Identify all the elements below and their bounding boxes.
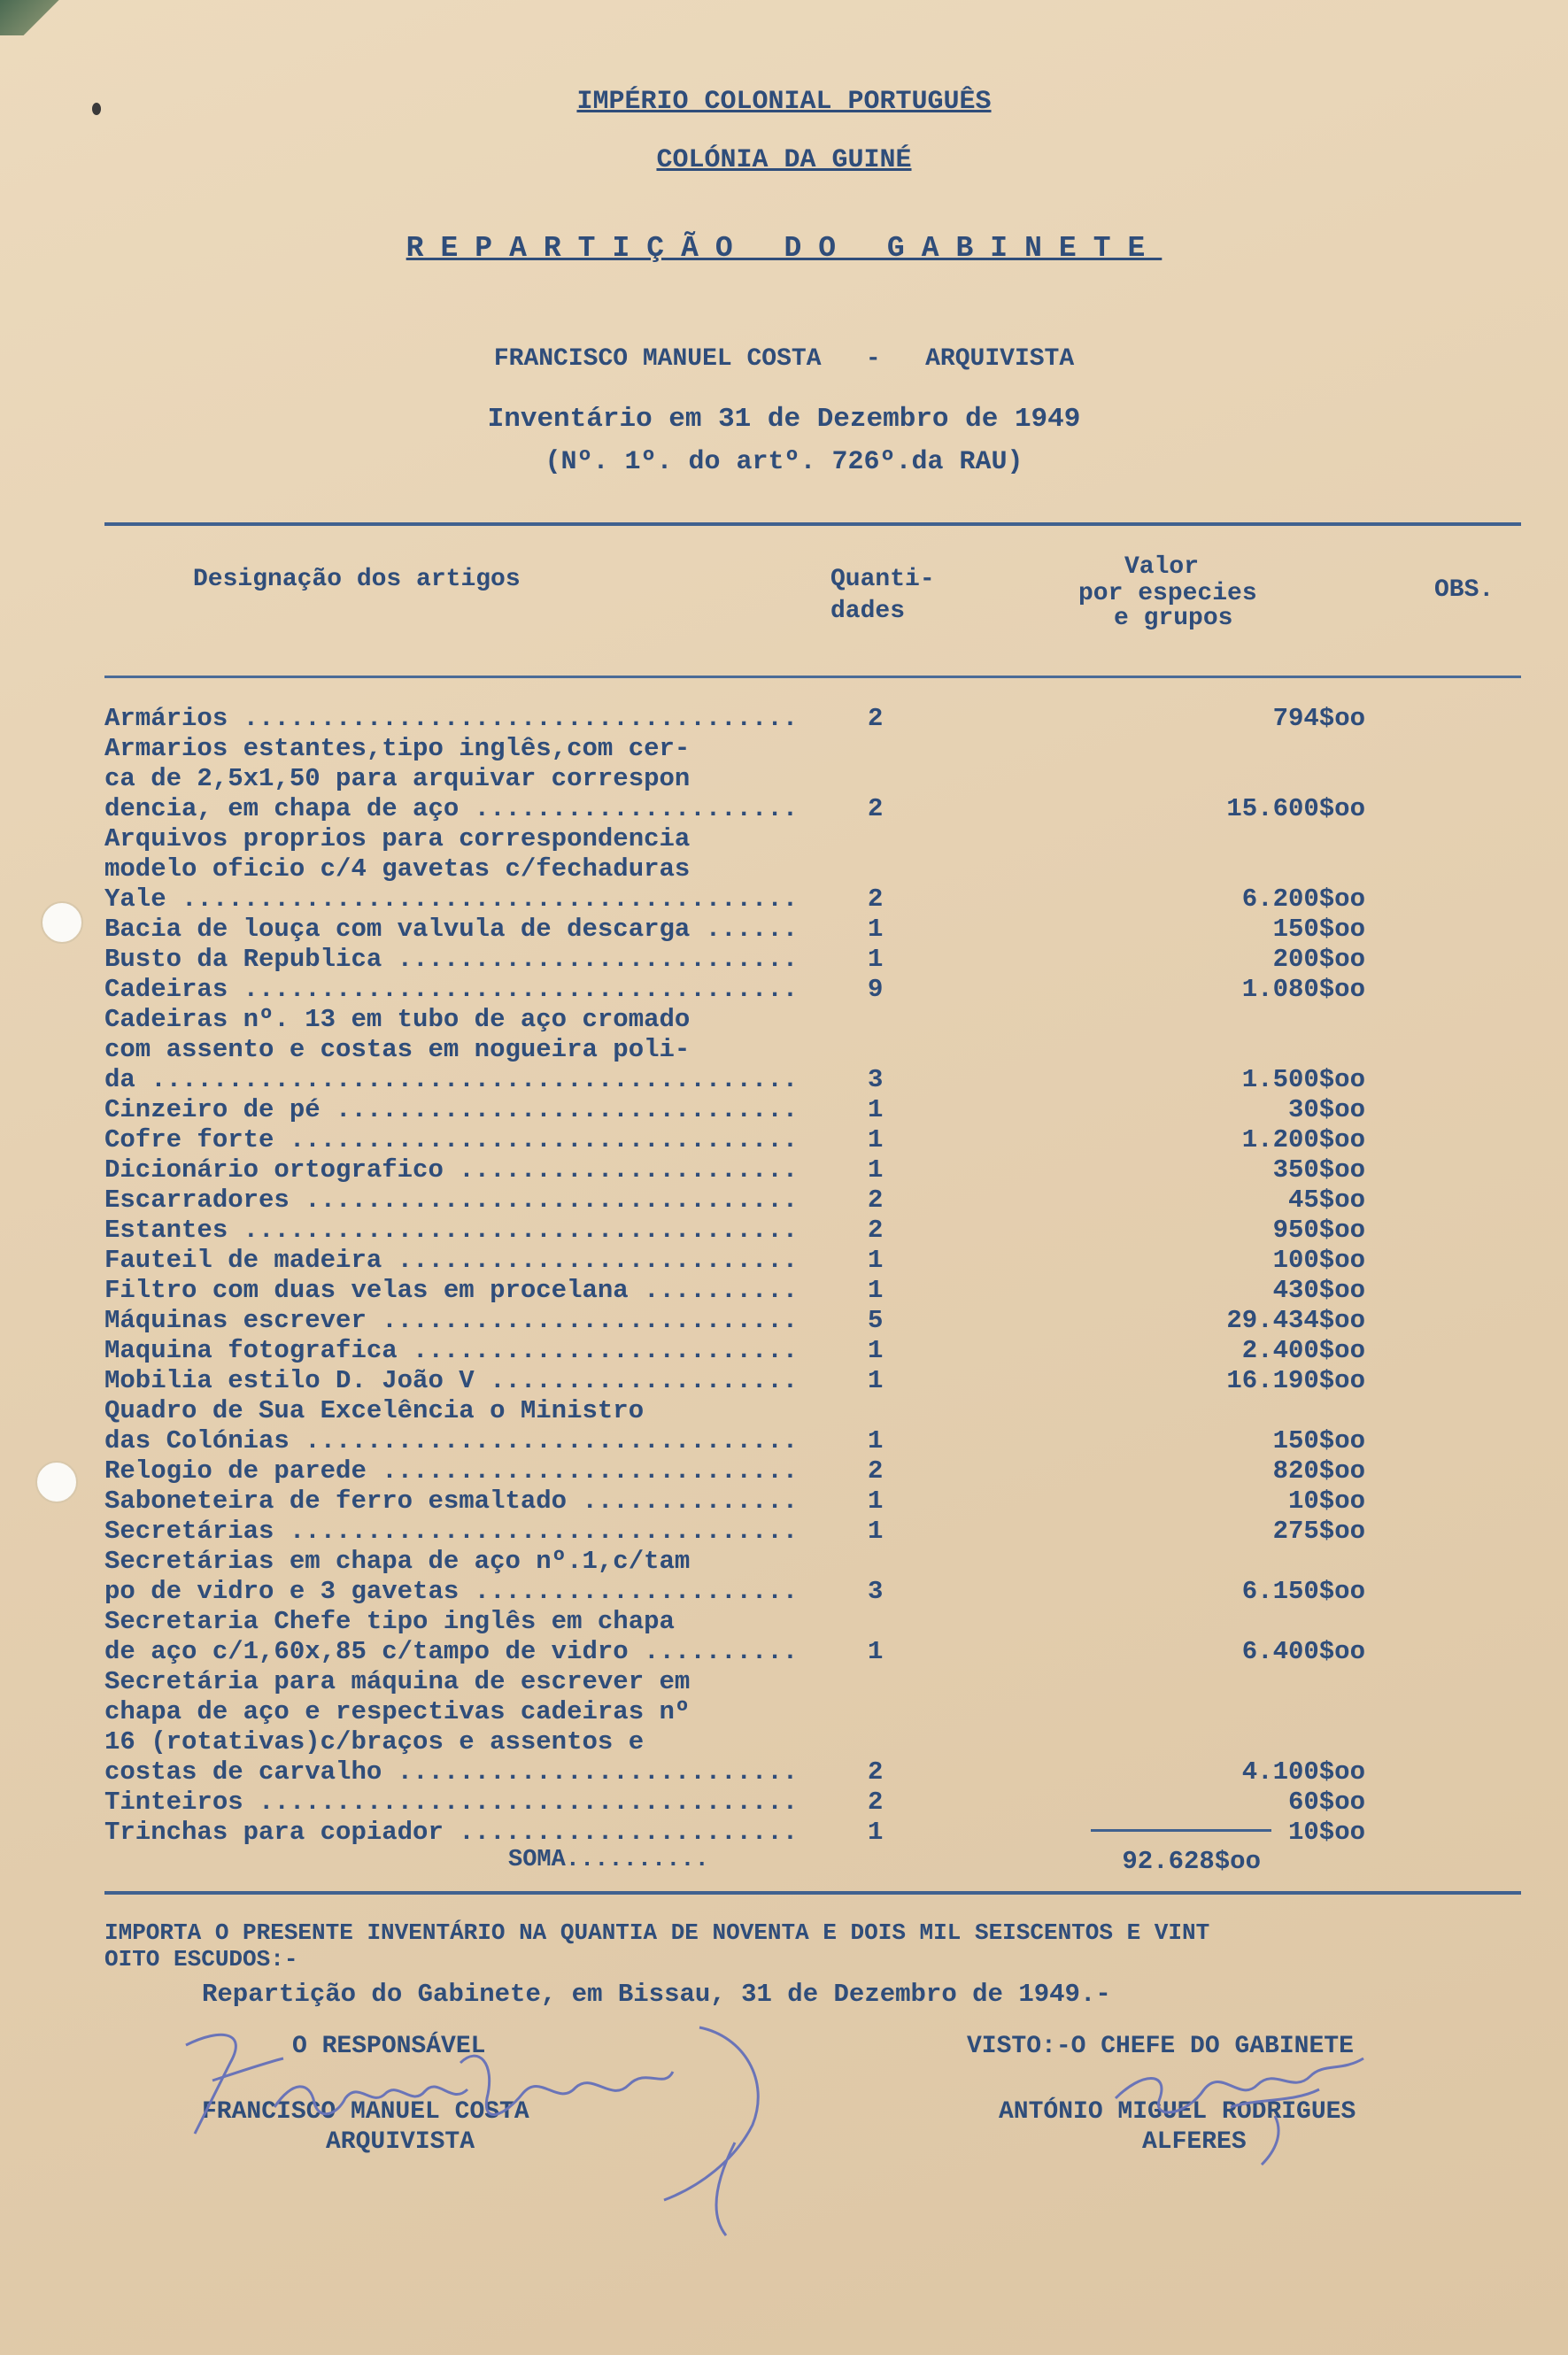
table-row: Escarradores ..... 2 45$oo [104,1185,1433,1216]
table-row: Filtro com duas velas em procelana ..... 1 430$oo [104,1276,1433,1306]
table-row: Cofre forte ..... 1 1.200$oo [104,1125,1433,1155]
table-row: costas de carvalho ..... 2 4.100$oo [104,1757,1433,1787]
table-row: Trinchas para copiador ..... 1 10$oo [104,1818,1433,1848]
column-quantity-2: dades [830,598,906,625]
table-row: Maquina fotografica ..... 1 2.400$oo [104,1336,1433,1366]
sum-underline [1091,1829,1271,1832]
table-row: Armários ..... 2 794$oo [104,704,1433,734]
table-row: Tinteiros ..... 2 60$oo [104,1787,1433,1818]
table-row: das Colónias ..... 1 150$oo [104,1426,1433,1456]
visto-line: VISTO:-O CHEFE DO GABINETE [967,2033,1354,2060]
page-corner-shadow [0,0,62,35]
official-line: FRANCISCO MANUEL COSTA - ARQUIVISTA [493,345,1075,373]
table-row: Estantes ..... 2 950$oo [104,1216,1433,1246]
continuation-line: ca de 2,5x1,50 para arquivar correspon [104,764,691,793]
table-row: de aço c/1,60x,85 c/tampo de vidro ..... 1 6.400$oo [104,1637,1433,1667]
table-row: Cadeiras ..... 9 1.080$oo [104,975,1433,1005]
continuation-line: 16 (rotativas)c/braços e assentos e [104,1727,645,1757]
continuation-line: Armarios estantes,tipo inglês,com cer- [104,734,691,763]
place-date: Repartição do Gabinete, em Bissau, 31 de Dezembro de 1949.- [202,1980,1111,2009]
continuation-line: Secretárias em chapa de aço nº.1,c/tam [104,1547,691,1576]
total-value: 92.628$oo [1122,1847,1261,1876]
department-heading: REPARTIÇÃO DO GABINETE [406,232,1162,265]
punch-hole-bottom [35,1461,78,1503]
chief-signature [1098,2036,1399,2169]
amount-words-2: OITO ESCUDOS:- [104,1946,298,1973]
continuation-line: Arquivos proprios para correspondencia [104,824,691,853]
empire-heading: IMPÉRIO COLONIAL PORTUGUÊS [576,87,992,117]
table-row: Busto da Republica ..... 1 200$oo [104,945,1433,975]
table-row: Máquinas escrever ..... 5 29.434$oo [104,1306,1433,1336]
table-row: Mobilia estilo D. João V ..... 1 16.190$oo [104,1366,1433,1396]
continuation-line: Cadeiras nº. 13 em tubo de aço cromado [104,1005,691,1034]
table-row: Yale ..... 2 6.200$oo [104,884,1433,915]
continuation-line: Quadro de Sua Excelência o Ministro [104,1396,645,1425]
chief-rank: ALFERES [1142,2128,1247,2156]
colony-heading: COLÓNIA DA GUINÉ [656,145,912,175]
column-value-2: por especies [1078,580,1257,607]
continuation-line: Secretaria Chefe tipo inglês em chapa [104,1607,675,1636]
column-obs: OBS. [1434,576,1495,604]
top-rule [104,522,1521,526]
responsible-name: FRANCISCO MANUEL COSTA [202,2098,529,2126]
continuation-line: modelo oficio c/4 gavetas c/fechaduras [104,854,691,884]
table-row: Secretárias ..... 1 275$oo [104,1517,1433,1547]
table-row: dencia, em chapa de aço ..... 2 15.600$oo [104,794,1433,824]
table-row: Fauteil de madeira ..... 1 100$oo [104,1246,1433,1276]
amount-words-1: IMPORTA O PRESENTE INVENTÁRIO NA QUANTIA DE NOVENTA E DOIS MIL SEISCENTOS E VINT [104,1919,1210,1946]
column-designation: Designação dos artigos [193,566,521,593]
column-quantity-1: Quanti- [830,566,935,593]
bottom-rule [104,1891,1521,1895]
continuation-line: Secretária para máquina de escrever em [104,1667,691,1696]
total-label: SOMA.......... [508,1847,709,1873]
inventory-title: Inventário em 31 de Dezembro de 1949 [487,404,1081,435]
header-rule [104,676,1521,678]
column-value-3: e grupos [1114,605,1233,632]
table-row: Saboneteira de ferro esmaltado ..... 1 10$oo [104,1486,1433,1517]
inventory-reference: (Nº. 1º. do artº. 726º.da RAU) [545,447,1023,477]
table-row: Cinzeiro de pé ..... 1 30$oo [104,1095,1433,1125]
chief-name: ANTÓNIO MIGUEL RODRIGUES [999,2098,1356,2126]
responsible-title: O RESPONSÁVEL [292,2033,486,2060]
continuation-line: chapa de aço e respectivas cadeiras nº [104,1697,691,1726]
table-row: da ..... 3 1.500$oo [104,1065,1433,1095]
continuation-line: com assento e costas em nogueira poli- [104,1035,691,1064]
table-row: Dicionário ortografico ..... 1 350$oo [104,1155,1433,1185]
table-row: po de vidro e 3 gavetas ..... 3 6.150$oo [104,1577,1433,1607]
punch-hole-top [41,901,83,944]
table-row: Relogio de parede ..... 2 820$oo [104,1456,1433,1486]
responsible-role: ARQUIVISTA [326,2128,475,2156]
column-value-1: Valor [1124,553,1200,581]
table-row: Bacia de louça com valvula de descarga ..... 1 150$oo [104,915,1433,945]
responsible-signature [168,2010,823,2240]
